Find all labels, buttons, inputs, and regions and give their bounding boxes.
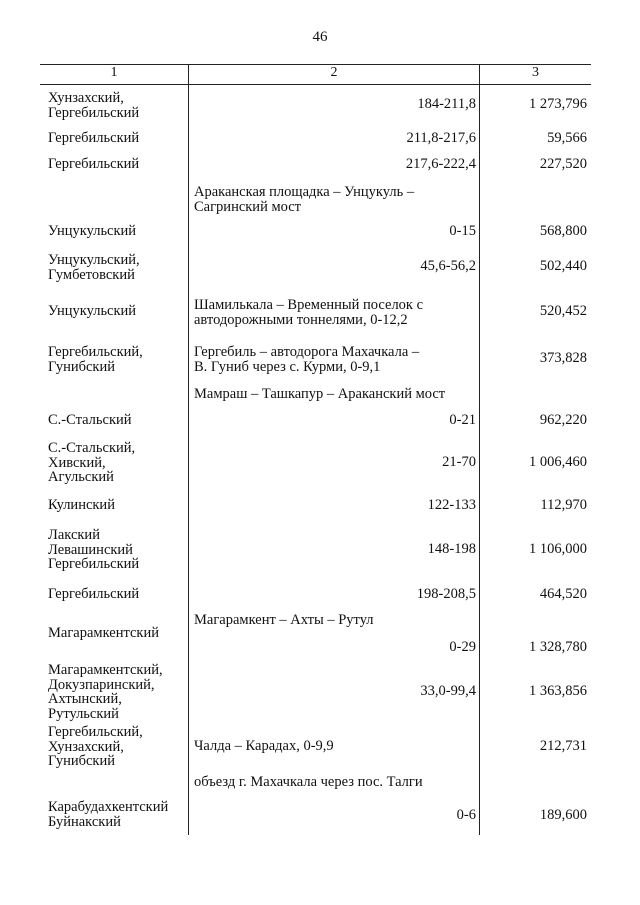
row-2-c2r: 211,8-217,6 <box>406 130 476 146</box>
row-17-c1: Гергебильский, <box>48 724 143 740</box>
row-8-c1: Гунибский <box>48 358 115 375</box>
row-16-c1: Докузпаринский, <box>48 676 155 693</box>
table-top-rule <box>40 64 591 65</box>
row-14-c3: 464,520 <box>539 586 587 602</box>
row-5-c2r: 0-15 <box>449 223 476 239</box>
row-1-c1: Хунзахский, <box>48 90 124 106</box>
row-12-c2r: 122-133 <box>427 497 476 513</box>
row-16-c2r: 33,0-99,4 <box>420 683 476 699</box>
row-10-c2r: 0-21 <box>449 412 476 428</box>
row-12-c1: Кулинский <box>48 497 115 513</box>
row-5-c3: 568,800 <box>539 223 587 239</box>
row-17-c3: 212,731 <box>539 738 587 754</box>
row-7-c2: Шамилькала – Временный поселок с <box>194 297 424 313</box>
column-divider-left <box>188 64 189 835</box>
row-11-c1: С.-Стальский, <box>48 440 136 456</box>
row-14-c1: Гергебильский <box>48 586 140 602</box>
row-16-c1: Рутульский <box>48 705 119 722</box>
row-9-c2: Мамраш – Ташкапур – Араканский мост <box>194 386 446 402</box>
header-col-2: 2 <box>330 65 338 80</box>
row-10-c3: 962,220 <box>539 412 587 428</box>
row-15-c2: Магарамкент – Ахты – Рутул <box>194 612 374 628</box>
row-19-c3: 189,600 <box>539 807 587 823</box>
row-1-c1: Гергебильский <box>48 104 140 121</box>
row-19-c1: Буйнакский <box>48 813 121 830</box>
row-15-c2r: 0-29 <box>449 639 476 655</box>
row-19-c1: Карабудахкентский <box>48 799 169 815</box>
row-16-c1: Магарамкентский, <box>48 662 163 678</box>
row-11-c3: 1 006,460 <box>529 454 587 470</box>
row-13-c1: Левашинский <box>48 541 133 558</box>
row-8-c2: Гергебиль – автодорога Махачкала – <box>194 344 420 360</box>
row-2-c1: Гергебильский <box>48 130 140 146</box>
row-7-c2: автодорожными тоннелями, 0-12,2 <box>194 311 408 328</box>
row-7-c3: 520,452 <box>539 303 587 319</box>
header-bottom-rule <box>40 84 591 85</box>
row-10-c1: С.-Стальский <box>48 412 132 428</box>
row-17-c2: Чалда – Карадах, 0-9,9 <box>194 738 334 754</box>
row-5-c1: Унцукульский <box>48 223 137 239</box>
row-4-c2: Сагринский мост <box>194 198 302 215</box>
row-8-c1: Гергебильский, <box>48 344 143 360</box>
row-3-c3: 227,520 <box>539 156 587 172</box>
row-3-c2r: 217,6-222,4 <box>405 156 476 172</box>
row-4-c2: Араканская площадка – Унцукуль – <box>194 184 415 200</box>
row-6-c1: Гумбетовский <box>48 266 135 283</box>
row-16-c1: Ахтынский, <box>48 691 122 707</box>
page-number: 46 <box>312 29 328 45</box>
column-divider-right <box>479 64 480 835</box>
row-11-c1: Агульский <box>48 469 114 485</box>
row-17-c1: Гунибский <box>48 753 115 769</box>
header-col-3: 3 <box>532 65 539 80</box>
row-13-c1: Гергебильский <box>48 556 140 572</box>
row-6-c3: 502,440 <box>539 258 587 274</box>
row-15-c1: Магарамкентский <box>48 625 159 641</box>
row-6-c1: Унцукульский, <box>48 252 140 268</box>
row-14-c2r: 198-208,5 <box>416 586 476 602</box>
row-11-c2r: 21-70 <box>442 454 476 470</box>
row-2-c3: 59,566 <box>547 130 587 146</box>
row-17-c1: Хунзахский, <box>48 738 124 755</box>
row-13-c3: 1 106,000 <box>529 541 587 557</box>
header-col-1: 1 <box>110 65 118 80</box>
row-18-c2: объезд г. Махачкала через пос. Талги <box>194 774 423 790</box>
row-8-c3: 373,828 <box>539 350 587 366</box>
row-1-c3: 1 273,796 <box>529 96 587 112</box>
row-13-c2r: 148-198 <box>427 541 476 557</box>
row-1-c2r: 184-211,8 <box>417 96 476 112</box>
row-6-c2r: 45,6-56,2 <box>420 258 476 274</box>
row-12-c3: 112,970 <box>540 497 587 513</box>
row-8-c2: В. Гуниб через с. Курми, 0-9,1 <box>194 358 381 375</box>
row-7-c1: Унцукульский <box>48 303 137 319</box>
row-16-c3: 1 363,856 <box>529 683 587 699</box>
row-11-c1: Хивский, <box>48 454 106 471</box>
row-13-c1: Лакский <box>48 527 100 543</box>
row-3-c1: Гергебильский <box>48 156 140 172</box>
row-15-c3: 1 328,780 <box>529 639 587 655</box>
row-19-c2r: 0-6 <box>456 807 476 823</box>
